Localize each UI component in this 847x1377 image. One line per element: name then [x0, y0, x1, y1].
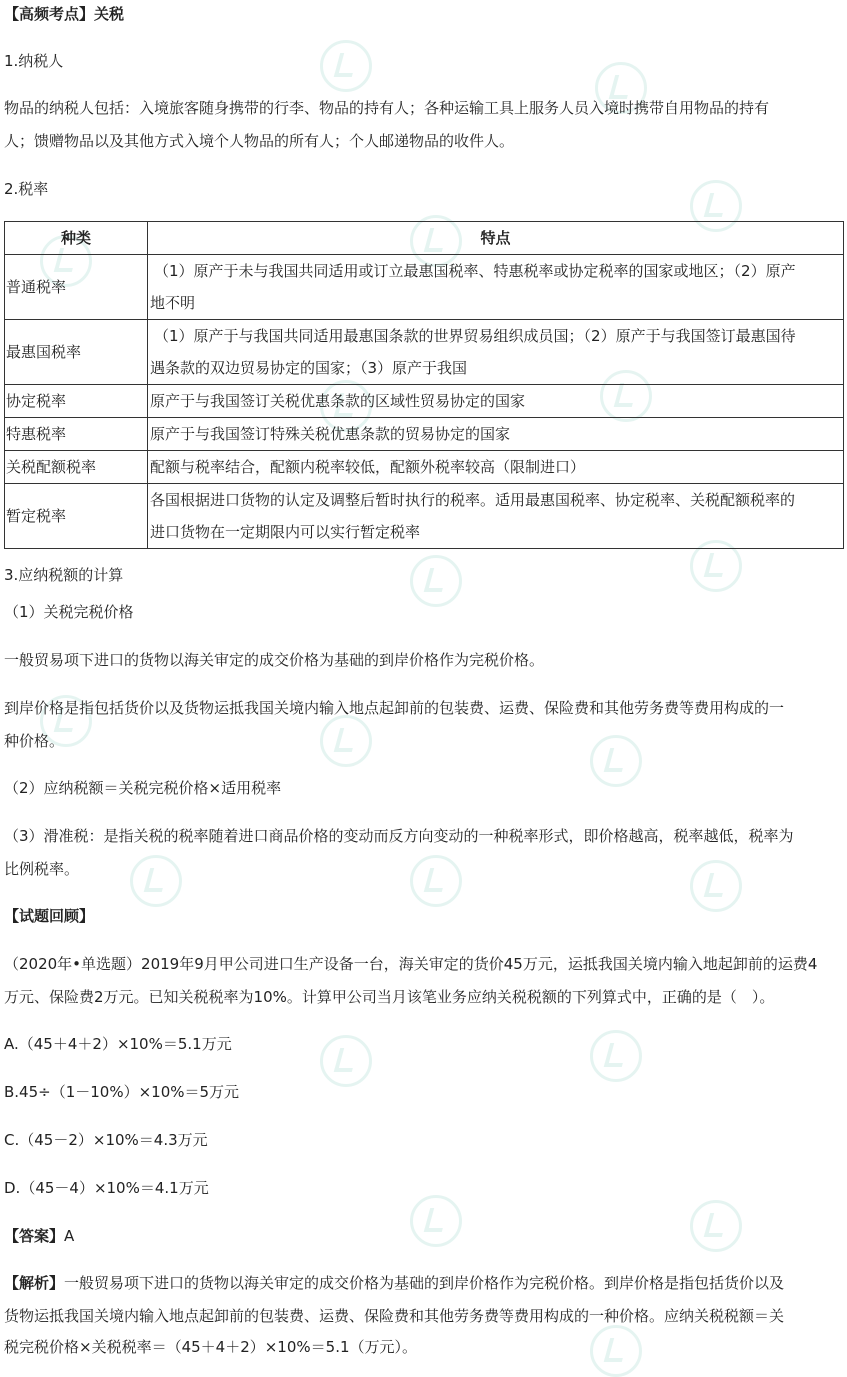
sliding-duty-line: （3）滑准税：是指关税的税率随着进口商品价格的变动而反方向变动的一种税率形式，即价格越高，税率越低，税率为 [4, 827, 794, 845]
feature-line: （1）原产于未与我国共同适用或订立最惠国税率、特惠税率或协定税率的国家或地区；（2）原产 [154, 262, 796, 280]
feature-line: （1）原产于与我国共同适用最惠国条款的世界贸易组织成员国；（2）原产于与我国签订最惠国待 [154, 327, 796, 345]
table-row [5, 385, 844, 418]
sliding-duty-line: 比例税率。 [4, 860, 80, 878]
table-row [5, 320, 844, 385]
feature-line: 配额与税率结合，配额内税率较低，配额外税率较高（限制进口） [150, 458, 586, 476]
rate-type-cell: 特惠税率 [5, 418, 148, 451]
table-row [5, 418, 844, 451]
rate-type-cell: 暂定税率 [5, 484, 148, 549]
section-title-calculation: 3.应纳税额的计算 [4, 566, 124, 584]
feature-line: 进口货物在一定期限内可以实行暂定税率 [150, 523, 421, 541]
table-row [5, 484, 844, 549]
option-b: B.45÷（1－10%）×10%＝5万元 [4, 1083, 240, 1101]
tax-formula-text: （2）应纳税额＝关税完税价格×适用税率 [4, 779, 282, 797]
rate-feature-cell [148, 385, 844, 418]
feature-line: 地不明 [150, 294, 196, 312]
rate-type-cell: 关税配额税率 [5, 451, 148, 484]
table-row [5, 451, 844, 484]
page-heading [4, 4, 843, 24]
rate-feature-cell [148, 451, 844, 484]
analysis-text: 一般贸易项下进口的货物以海关审定的成交价格为基础的到岸价格作为完税价格。到岸价格是指包括货价以及 [64, 1274, 785, 1292]
rate-type-cell: 普通税率 [5, 255, 148, 320]
table-row [5, 255, 844, 320]
question-line: （2020年•单选题）2019年9月甲公司进口生产设备一台，海关审定的货价45万元，运抵我国关境内输入地起卸前的运费4 [4, 955, 818, 973]
cif-definition-line: 到岸价格是指包括货价以及货物运抵我国关境内输入地点起卸前的包装费、运费、保险费和其他劳务费等费用构成的一 [4, 699, 785, 717]
taxpayer-text-line: 人；馈赠物品以及其他方式入境个人物品的所有人；个人邮递物品的收件人。 [4, 132, 515, 150]
section-title-tax-rate: 2.税率 [4, 180, 49, 198]
subsection-title-dutiable-value: （1）关税完税价格 [4, 603, 134, 621]
rate-feature-cell [148, 418, 844, 451]
table-header-row [5, 222, 844, 255]
tax-rate-table [4, 221, 844, 549]
taxpayer-text-line: 物品的纳税人包括：入境旅客随身携带的行李、物品的持有人；各种运输工具上服务人员入境时携带自用物品的持有 [4, 99, 770, 117]
feature-line: 各国根据进口货物的认定及调整后暂时执行的税率。适用最惠国税率、协定税率、关税配额税率的 [150, 491, 796, 509]
heading-bracket-title: 【高频考点】 [4, 5, 95, 23]
feature-line: 原产于与我国签订特殊关税优惠条款的贸易协定的国家 [150, 425, 511, 443]
dutiable-value-text: 一般贸易项下进口的货物以海关审定的成交价格为基础的到岸价格作为完税价格。 [4, 651, 545, 669]
analysis-line: 货物运抵我国关境内输入地点起卸前的包装费、运费、保险费和其他劳务费等费用构成的一种价格。应纳关税税额＝关 [4, 1307, 785, 1325]
answer-line [4, 1226, 843, 1246]
analysis-label: 【解析】 [4, 1274, 65, 1292]
review-title: 【试题回顾】 [4, 907, 95, 925]
answer-label: 【答案】 [4, 1227, 65, 1245]
question-line: 万元、保险费2万元。已知关税税率为10%。计算甲公司当月该笔业务应纳关税税额的下列算式中，正确的是（ ）。 [4, 988, 775, 1006]
heading-topic: 关税 [94, 5, 125, 23]
option-a: A.（45＋4＋2）×10%＝5.1万元 [4, 1035, 232, 1053]
table-header-feature: 特点 [148, 222, 844, 255]
section-title-taxpayer: 1.纳税人 [4, 52, 64, 70]
rate-feature-cell [148, 255, 844, 320]
table-header-type: 种类 [5, 222, 148, 255]
feature-line: 原产于与我国签订关税优惠条款的区域性贸易协定的国家 [150, 392, 526, 410]
answer-value: A [64, 1227, 75, 1245]
rate-feature-cell [148, 484, 844, 549]
feature-line: 遇条款的双边贸易协定的国家；（3）原产于我国 [150, 359, 468, 377]
cif-definition-line: 种价格。 [4, 732, 65, 750]
rate-feature-cell [148, 320, 844, 385]
rate-type-cell: 协定税率 [5, 385, 148, 418]
option-d: D.（45－4）×10%＝4.1万元 [4, 1179, 209, 1197]
analysis-line: 税完税价格×关税税率＝（45＋4＋2）×10%＝5.1（万元）。 [4, 1338, 418, 1356]
analysis-line [4, 1273, 843, 1293]
rate-type-cell: 最惠国税率 [5, 320, 148, 385]
option-c: C.（45－2）×10%＝4.3万元 [4, 1131, 208, 1149]
